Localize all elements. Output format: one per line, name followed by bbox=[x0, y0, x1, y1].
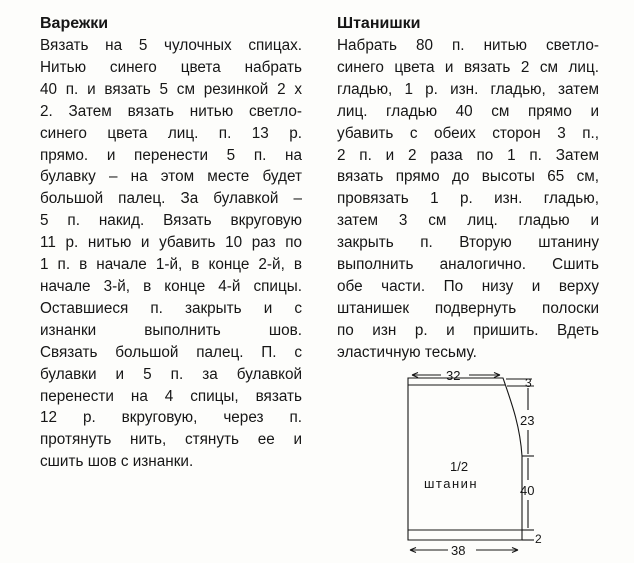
text-line: Связать большой палец. П. с bbox=[40, 343, 302, 361]
mittens-column bbox=[40, 14, 302, 473]
pants-pattern-diagram bbox=[360, 360, 560, 560]
dim-top-band: 3 bbox=[525, 376, 532, 390]
dim-upper-height: 23 bbox=[520, 413, 535, 428]
mittens-title: Варежки bbox=[40, 15, 109, 32]
diagram-label-pants: штанин bbox=[424, 476, 479, 491]
text-line: сшить шов с изнанки. bbox=[40, 453, 194, 471]
text-line: 1 п. в начале 1-й, в конце 2-й, в bbox=[40, 256, 302, 274]
dim-top-width: 32 bbox=[446, 368, 461, 383]
text-line: прямо. и перенести 5 п. на bbox=[40, 146, 302, 164]
text-line: Вязать на 5 чулочных спицах. bbox=[40, 37, 302, 54]
dim-lower-height: 40 bbox=[520, 483, 535, 498]
text-line: Нитью синего цвета набрать bbox=[40, 58, 302, 76]
text-line: лиц. гладью 40 см прямо и bbox=[337, 102, 599, 120]
text-line: изнанки выполнить шов. bbox=[40, 321, 302, 339]
text-line: 2 п. и 2 раза по 1 п. Затем bbox=[337, 146, 599, 164]
text-line: закрыть п. Вторую штанину bbox=[337, 234, 599, 252]
pants-column bbox=[337, 14, 599, 364]
text-line: Оставшиеся п. закрыть и с bbox=[40, 299, 302, 317]
diagram-label-fraction: 1/2 bbox=[450, 459, 469, 474]
text-line: 12 р. вкруговую, через п. bbox=[40, 409, 302, 427]
dim-bottom-band: 2 bbox=[535, 532, 542, 546]
text-line: провязать 1 р. изн. гладью, bbox=[337, 190, 599, 208]
text-line: начале 3-й, в конце 4-й спицы. bbox=[40, 277, 302, 295]
text-line: 2. Затем вязать нитью светло- bbox=[40, 102, 302, 120]
text-line: по изн р. и пришить. Вдеть bbox=[337, 321, 599, 339]
text-line: 40 п. и вязать 5 см резинкой 2 х bbox=[40, 80, 302, 98]
text-line: синего цвета лиц. п. 13 р. bbox=[40, 124, 302, 142]
text-line: 11 р. нитью и убавить 10 раз по bbox=[40, 234, 302, 252]
text-line: 5 п. накид. Вязать вкруговую bbox=[40, 212, 302, 230]
text-line: перенести на 4 спицы, вязать bbox=[40, 387, 302, 405]
text-line: обе части. По низу и верху bbox=[337, 277, 599, 295]
text-line: эластичную тесьму. bbox=[337, 343, 477, 361]
pants-title: Штанишки bbox=[337, 15, 421, 32]
text-line: протянуть нить, стянуть ее и bbox=[40, 431, 302, 449]
text-line: булавку – на этом месте будет bbox=[40, 168, 302, 186]
text-line: булавки и 5 п. за булавкой bbox=[40, 365, 302, 383]
pants-instructions bbox=[337, 35, 599, 364]
text-line: гладью, 1 р. изн. гладью, затем bbox=[337, 80, 599, 98]
text-line: убавить с обеих сторон 3 п., bbox=[337, 124, 599, 142]
text-line: вязать прямо до высоты 65 см, bbox=[337, 168, 599, 186]
text-line: большой палец. За булавкой – bbox=[40, 190, 302, 208]
text-line: штанишек подвернуть полоски bbox=[337, 299, 599, 317]
mittens-instructions bbox=[40, 35, 302, 473]
text-line: выполнить аналогично. Сшить bbox=[337, 256, 599, 274]
text-line: синего цвета и вязать 2 см лиц. bbox=[337, 58, 599, 76]
text-line: Набрать 80 п. нитью светло- bbox=[337, 37, 599, 54]
text-line: затем 3 см лиц. гладью и bbox=[337, 212, 599, 230]
dim-bottom-width: 38 bbox=[451, 543, 466, 558]
